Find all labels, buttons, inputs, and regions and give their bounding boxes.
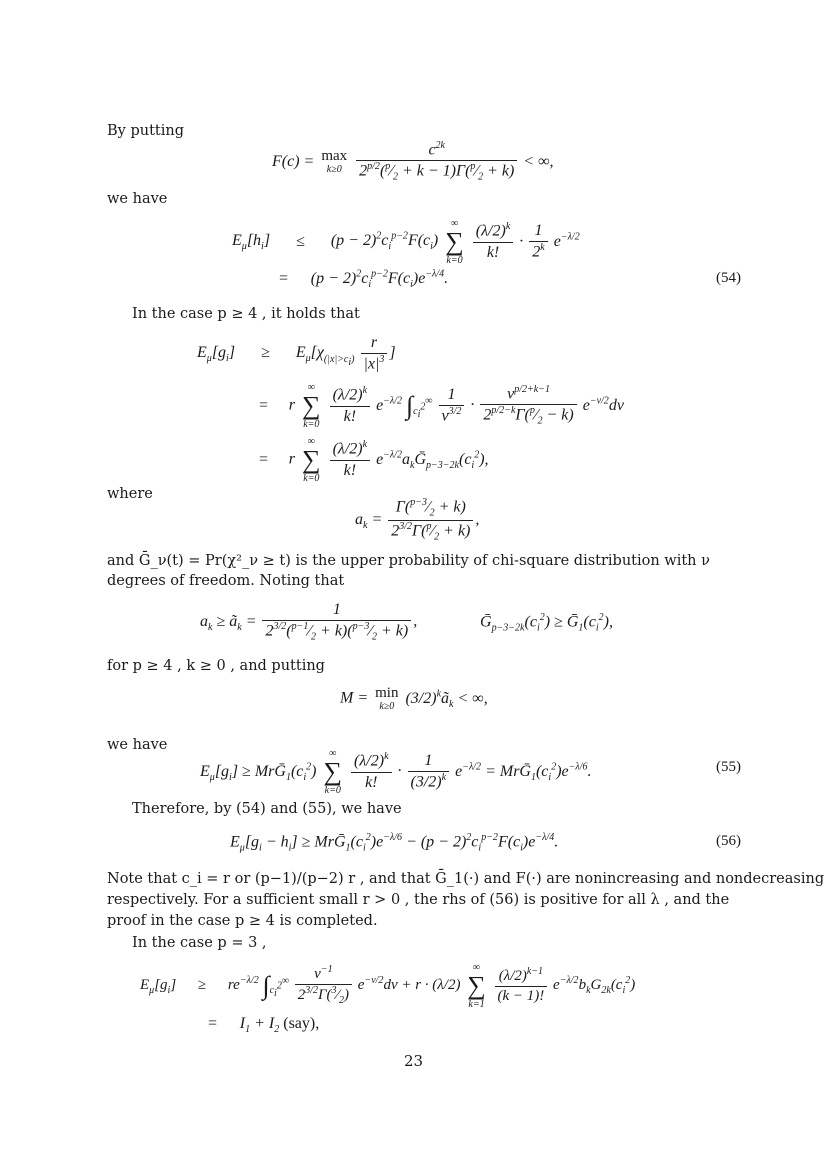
eq-g-line3: = r ∞ ∑ k=0 $\frac{(\lambda/2)^k}{k!}$ $e^{-\lambda/2}a_kḠ_{p-3-2k}(c_i^2)$,: [258, 436, 489, 484]
page-number: 23: [403, 1052, 424, 1070]
eq56-number: (56): [716, 833, 741, 849]
para-case-p3: In the case p = 3 ,: [132, 935, 267, 951]
para-by-putting: By putting: [107, 123, 184, 139]
para-note-1: Note that c_i = r or (p−1)/(p−2) r , and that Ḡ_1(·) and F(·) are nonincreasing and nondecreasing: [107, 871, 825, 887]
para-note-2: respectively. For a sufficient small r > 0 , the rhs of (56) is positive for all λ , and the: [107, 892, 730, 908]
eq56-display: $E_\mu[g_i - h_i]$ ≥ $MrḠ_1(c_i^2)e^{-\lambda/6} - (p - 2)^2c_i^{p-2}F(c_i)e^{-\lambda/4}$.: [230, 832, 559, 854]
para-for-p: for p ≥ 4 , k ≥ 0 , and putting: [107, 658, 325, 674]
eq-ak-display: $a_k$ = $\frac{\Gamma(^{p-3}⁄_2 + k)}{2^{3/2}\Gamma(^p⁄_2 + k)}$ ,: [355, 497, 480, 543]
para-and-G-2: degrees of freedom. Noting that: [107, 573, 345, 589]
eq54-number: (54): [716, 270, 741, 286]
eq54-line2: = $(p - 2)^2c_i^{p-2}F(c_i)e^{-\lambda/4}$.: [278, 269, 449, 291]
eq-ak-bound-display: $a_k$ ≥ $ã_k$ = $\frac{1}{2^{3/2}(^{p-1}⁄_2 + k)(^{p-3}⁄_2 + k)}$ ,: [200, 601, 418, 643]
eq-M-display: M = min k≥0 $(3/2)^kã_k$ < ∞,: [340, 685, 488, 712]
eq-g-line1: $E_\mu[g_i] \ge E_\mu[\chi_{(|x|>c_i)}$ $\frac{r}{|x|^3}$ ]: [197, 334, 396, 373]
para-and-G-1: and Ḡ_ν(t) = Pr(χ²_ν ≥ t) is the upper probability of chi-square distribution with ν: [107, 553, 710, 569]
eq-p3-line2: = $I_1 + I_2$ (say),: [207, 1015, 320, 1036]
para-we-have-2: we have: [107, 737, 168, 753]
para-therefore: Therefore, by (54) and (55), we have: [132, 801, 402, 817]
para-case-p4: In the case p ≥ 4 , it holds that: [132, 306, 360, 322]
para-where: where: [107, 486, 153, 502]
para-note-3: proof in the case p ≥ 4 is completed.: [107, 913, 378, 929]
eq-F-text: [0, 0, 1, 1]
eq-p3-line1: $E_\mu[g_i] \ge re^{-\lambda/2}$ $\int_{c_i^2}^\infty$ $\frac{v^{-1}}{2^{3/2}\Gamma(^3⁄_2)}$ $e^{-v/2}dv + r \cdot (\lambda/2)$ ∞ ∑ k=1 $\frac{(\lambda/2)^{k-1}}{(k - 1)!}$ $e^{-\lambda/2}b_kG_{2k}(c_i^2)$: [140, 962, 636, 1010]
para-we-have-1: we have: [107, 191, 168, 207]
eq-F-display: F(c) = max k≥0 $\frac{c^{2k}}{2^{p/2}(^p⁄_2 + k - 1)\Gamma(^p⁄_2 + k)}$ < ∞,: [272, 140, 554, 183]
eq-g-line2: = r ∞ ∑ k=0 $\frac{(\lambda/2)^k}{k!}$ $e^{-\lambda/2}$ $\int_{c_i^2}^\infty$ $\frac{1}{v^{3/2}}$ · $\frac{v^{p/2+k-1}}{2^{p/2-k}\Gamma(^p⁄_2 - k)}$ $e^{-v/2}dv$: [258, 382, 624, 430]
eq-G-bound-display: $Ḡ_{p-3-2k}(c_i^2)$ ≥ $Ḡ_1(c_i^2)$,: [480, 612, 613, 634]
eq55-display: $E_\mu[g_i]$ ≥ $MrḠ_1(c_i^2)$ ∞ ∑ k=0 $\frac{(\lambda/2)^k}{k!}$ · $\frac{1}{(3/2)^k}$ $e^{-\lambda/2}$ = $MrḠ_1(c_i^2)e^{-\lambda/6}$.: [200, 748, 592, 796]
eq55-number: (55): [716, 759, 741, 775]
eq54-line1: $E_\mu[h_i] \le (p - 2)^2c_i^{p-2}F(c_i)$ ∞ ∑ k=0 $\frac{(\lambda/2)^k}{k!}$ · $\frac{1}{2^k}$ $e^{-\lambda/2}$: [232, 218, 580, 266]
